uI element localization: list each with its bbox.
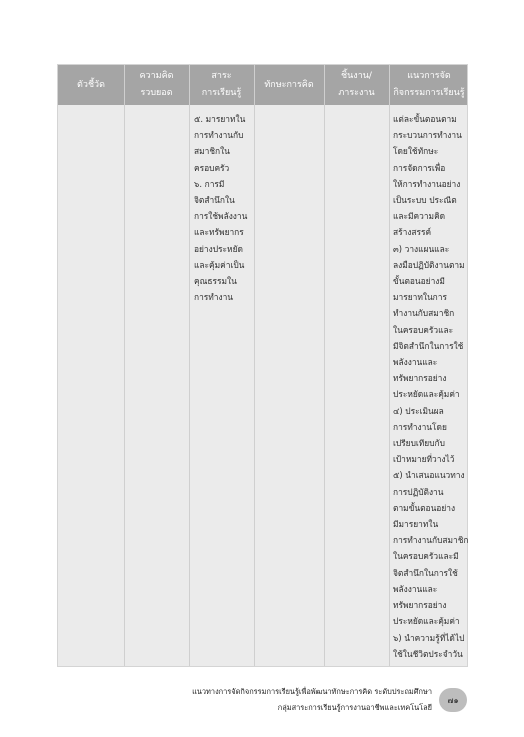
footer-title: แนวทางการจัดกิจกรรมการเรียนรู้เพื่อพัฒนาทักษะการคิด ระดับประถมศึกษา (192, 687, 432, 696)
header-concept-line1: ความคิด (139, 71, 174, 81)
header-workpiece-line1: ชิ้นงาน/ (341, 71, 372, 81)
header-workpiece (324, 65, 389, 105)
header-concept (124, 65, 189, 105)
curriculum-table (57, 64, 468, 667)
header-content-line1: สาระ (211, 71, 232, 81)
column-divider (324, 65, 325, 666)
header-workpiece-line2: ภาระงาน (338, 88, 375, 98)
footer-subtitle: กลุ่มสาระการเรียนรู้การงานอาชีพและเทคโนโลยี (277, 703, 432, 712)
header-indicator (58, 65, 124, 105)
content-cell: ๕. มารยาทใน การทำงานกับ สมาชิกใน ครอบครัว ๖. การมี จิตสำนึกใน การใช้พลังงาน และทรัพยากร อย่างประหยัด และคุ้มค่าเป็น คุณธรรมใน การทำงาน (194, 114, 248, 303)
activities-cell: แต่ละขั้นตอนตาม กระบวนการทำงาน โดยใช้ทักษะ การจัดการเพื่อ ให้การทำงานอย่าง เป็นระบบ ประณีต และมีความคิด สร้างสรรค์ ๓) วางแผนและ ลงมือปฏิบัติงานตาม ขั้นตอนอย่างมี มารยาทในการ ทำงานกับสมาชิก ในครอบครัวและ มีจิตสำนึกในการใช้ พลังงานและ ทรัพยากรอย่าง ประหยัดและคุ้มค่า ๔) ประเมินผล การทำงานโดย เปรียบเทียบกับ เป้าหมายที่วางไว้ ๕) นำเสนอแนวทาง การปฏิบัติงาน ตามขั้นตอนอย่าง มีมารยาทใน การทำงานกับสมาชิก ในครอบครัวและมี จิตสำนึกในการใช้ พลังงานและ ทรัพยากรอย่าง ประหยัดและคุ้มค่า ๖) นำความรู้ที่ได้ไป ใช้ในชีวิตประจำวัน (393, 114, 469, 659)
header-activities-line1: แนวการจัด (407, 71, 451, 81)
column-divider (254, 65, 255, 666)
header-concept-line2: รวบยอด (140, 88, 173, 98)
header-activities (389, 65, 469, 105)
header-thinking-skill-line1: ทักษะการคิด (264, 79, 314, 90)
column-divider (124, 65, 125, 666)
header-thinking-skill (254, 65, 324, 105)
header-activities-line2: กิจกรรมการเรียนรู้ (393, 88, 465, 98)
header-content (189, 65, 254, 105)
column-divider (389, 65, 390, 666)
page-number-badge (439, 688, 467, 712)
header-content-line2: การเรียนรู้ (201, 88, 242, 98)
header-indicator-line1: ตัวชี้วัด (77, 79, 105, 90)
column-divider (189, 65, 190, 666)
page-number: ๗๑ (447, 695, 459, 705)
